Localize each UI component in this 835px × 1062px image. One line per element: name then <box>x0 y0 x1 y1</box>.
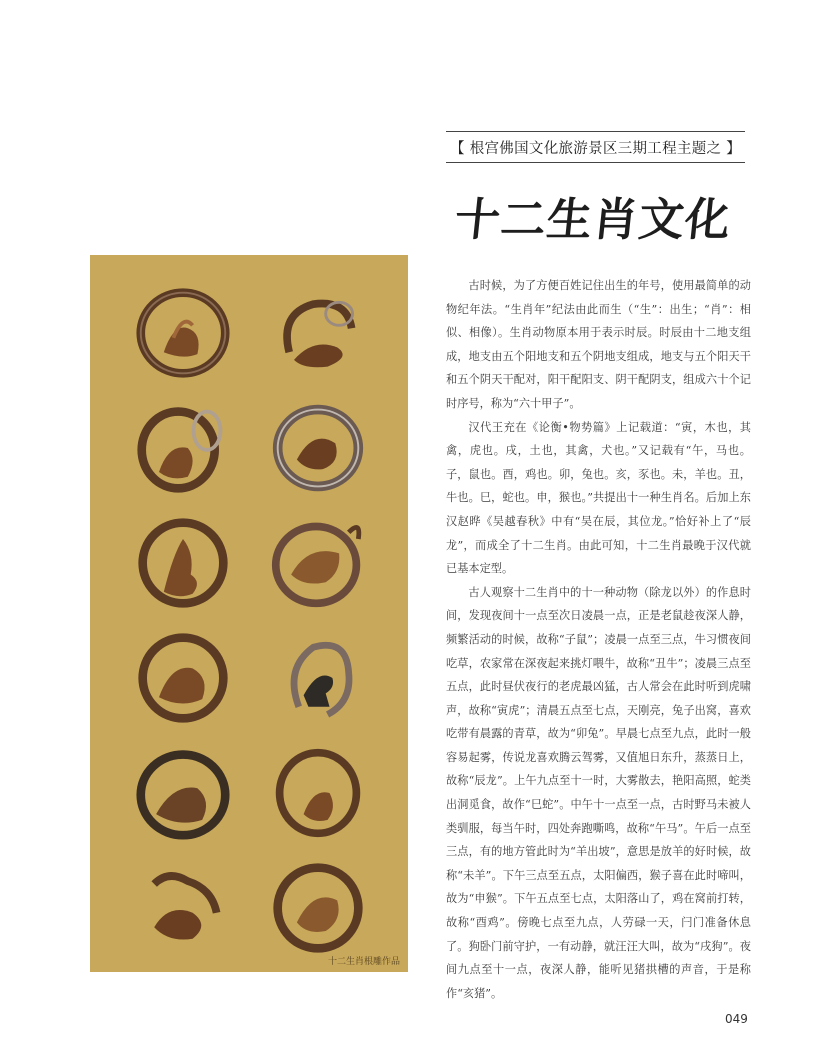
paragraph: 古时候，为了方便百姓记住出生的年号，使用最简单的动物纪年法。“生肖年”纪法由此而生（“生”：出生；“肖”：相似、相像）。生肖动物原本用于表示时辰。时辰由十二地支组成，地支由五个阳地支和五个阴地支组成，地支与五个阳天干和五个阴天干配对，阳干配阳支、阴干配阴支，组成六十个记时序号，称为“六十甲子”。 <box>446 279 751 410</box>
root-carving-6 <box>270 515 366 611</box>
root-carving-3 <box>135 400 231 496</box>
root-carving-11 <box>135 860 231 956</box>
root-carving-2 <box>270 285 366 381</box>
root-carving-5 <box>135 515 231 611</box>
root-carving-7 <box>135 630 231 726</box>
root-carving-12 <box>270 860 366 956</box>
paragraph: 汉代王充在《论衡•物势篇》上记载道：“寅，木也，其禽，虎也。戌，土也，其禽，犬也。”又记载有“午，马也。子，鼠也。酉，鸡也。卯，兔也。亥，豕也。未，羊也。丑，牛也。巳，蛇也。申，猴也。”共提出十一种生肖名。后加上东汉赵晔《吴越春秋》中有“吴在辰，其位龙。”恰好补上了“辰龙”，而成全了十二生肖。由此可知，十二生肖最晚于汉代就已基本定型。 <box>446 420 751 576</box>
paragraph: 古人观察十二生肖中的十一种动物（除龙以外）的作息时间，发现夜间十一点至次日凌晨一点，正是老鼠趁夜深人静，频繁活动的时候，故称“子鼠”；凌晨一点至三点，牛习惯夜间吃草，农家常在深夜起来挑灯喂牛，故称“丑牛”；凌晨三点至五点，此时昼伏夜行的老虎最凶猛，古人常会在此时听到虎啸声，故称“寅虎”；清晨五点至七点，天刚亮，兔子出窝，喜欢吃带有晨露的青草，故为“卯兔”。早晨七点至九点，此时一般容易起雾，传说龙喜欢腾云驾雾，又值旭日东升，蒸蒸日上，故称“辰龙”。上午九点至十一时，大雾散去，艳阳高照，蛇类出洞觅食，故作“巳蛇”。中午十一点至一点，古时野马未被人类驯服，每当午时，四处奔跑嘶鸣，故称“午马”。午后一点至三点，有的地方管此时为“羊出坡”，意思是放羊的好时候，故称“未羊”。下午三点至五点，太阳偏西，猴子喜在此时啼叫，故为“申猴”。下午五点至七点，太阳落山了，鸡在窝前打转，故称“酉鸡”。傍晚七点至九点，人劳碌一天，闩门准备休息了。狗卧门前守护，一有动静，就汪汪大叫，故为“戌狗”。夜间九点至十一点，夜深人静，能听见猪拱槽的声音，于是称作“亥猪”。 <box>446 585 751 1000</box>
root-carving-1 <box>135 285 231 381</box>
carvings-image <box>90 255 408 972</box>
section-header: 【 根宫佛国文化旅游景区三期工程主题之 】 <box>446 131 745 163</box>
article-body <box>446 274 751 1005</box>
page-number: 049 <box>725 1012 748 1026</box>
root-carving-9 <box>135 745 231 841</box>
root-carving-10 <box>270 745 366 841</box>
page-title: 十二生肖文化 <box>452 193 734 246</box>
image-caption: 十二生肖根雕作品 <box>327 957 400 967</box>
root-carving-4 <box>270 400 366 496</box>
root-carving-8 <box>270 630 366 726</box>
